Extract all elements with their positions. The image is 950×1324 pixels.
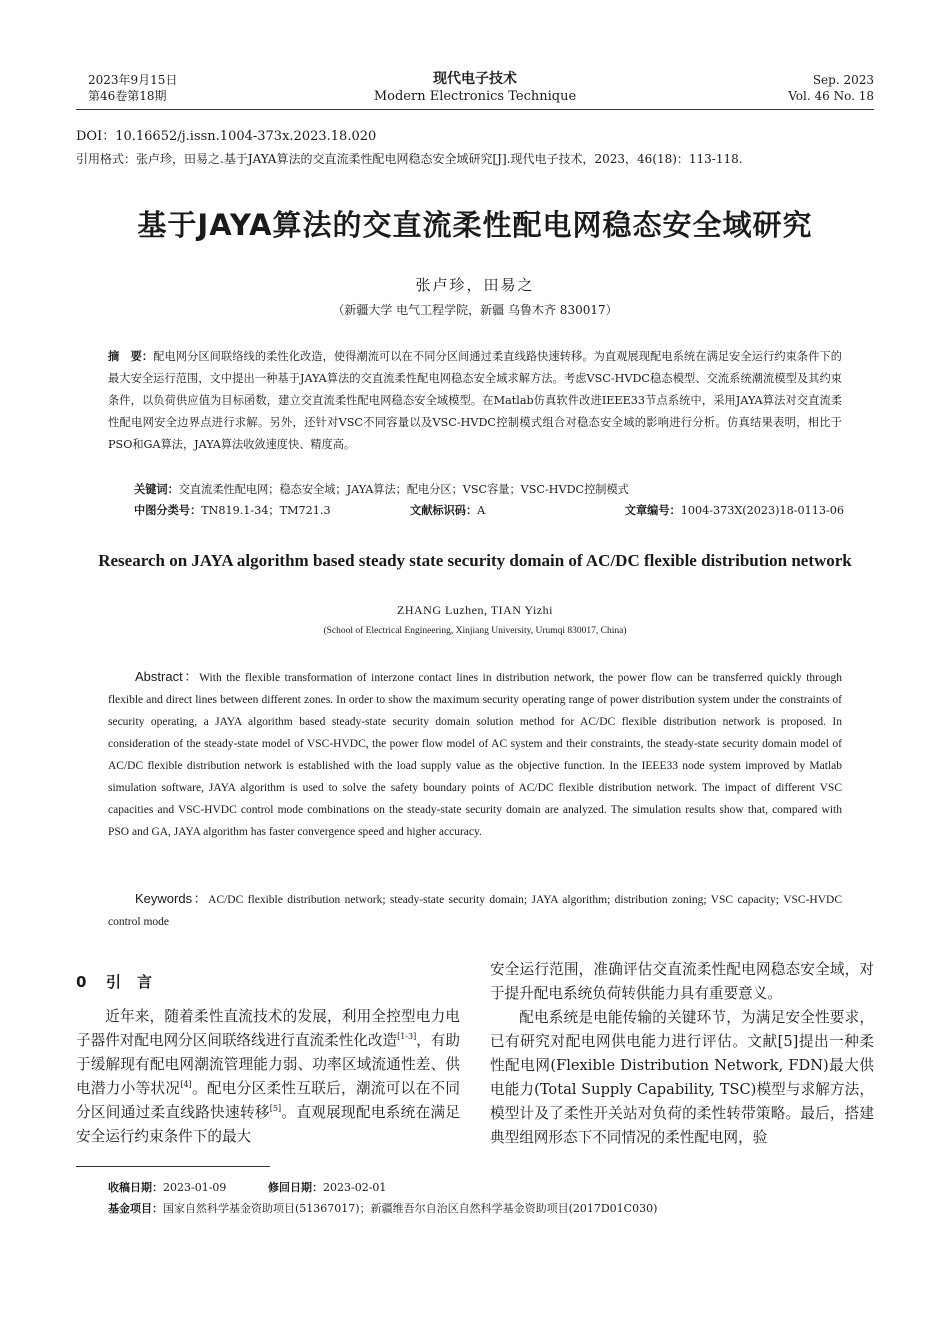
footnote-fund <box>108 1200 878 1218</box>
revised-label: 修回日期： <box>268 1181 323 1194</box>
abstract-en-text: With the flexible transformation of interzone contact lines in distribution network, the power flow can be transferred quickly through flexible and direct lines between different zones. In order to show the maximum security operating range of power distribution system under the constraints of security operating, a JAYA algorithm based steady-state security domain solution method for AC/DC flexible distribution network is proposed. In consideration of the steady-state model of VSC-HVDC, the power flow model of AC system and their constraints, the steady-state security domain model of AC/DC flexible distribution network is established with the load supply value as the objective function. In the IEEE33 node system improved by Matlab simulation software, JAYA algorithm is used to solve the safety boundary points of AC/DC flexible distribution network. The impact of different VSC capacities and VSC-HVDC control mode combinations on the steady-state security domain are analyzed. The simulation results show that, compared with PSO and GA, JAYA algorithm has faster convergence speed and higher accuracy. <box>108 672 843 838</box>
authors-cn: 张卢珍，田易之 <box>415 276 535 294</box>
fund-label: 基金项目： <box>108 1202 163 1215</box>
body-paragraph <box>76 1005 460 1149</box>
citation-ref: [1-3] <box>397 1032 417 1042</box>
body-text: 近年来，随着柔性直流技术的发展，利用全控型电力电子器件对配电网分区间联络线进行直流柔性化改造 <box>76 1008 460 1049</box>
paper-title-en: Research on JAYA algorithm based steady state security domain of AC/DC flexible distribution network <box>98 551 852 570</box>
article-number <box>625 501 844 521</box>
header-volume-en: Vol. 46 No. 18 <box>788 89 874 103</box>
clc-number <box>134 501 331 521</box>
citation: 引用格式：张卢珍，田易之.基于JAYA算法的交直流柔性配电网稳态安全域研究[J].现代电子技术，2023，46(18)：113-118. <box>76 152 743 166</box>
body-paragraph: 配电系统是电能传输的关键环节，为满足安全性要求，已有研究对配电网供电能力进行评估。文献[5]提出一种柔性配电网(Flexible Distribution Network, FDN)最大供电能力(Total Supply Capability, TSC)模型与求解方法，模型计及了柔性开关站对负荷的柔性转带策略。最后，搭建典型组网形态下不同情况的柔性配电网，验 <box>490 1009 874 1146</box>
affiliation-cn: （新疆大学 电气工程学院，新疆 乌鲁木齐 830017） <box>332 303 618 317</box>
document-code <box>410 501 485 521</box>
paper-title-cn: 基于JAYA算法的交直流柔性配电网稳态安全域研究 <box>137 208 813 242</box>
abstract-cn <box>108 346 842 456</box>
header-right <box>788 72 874 104</box>
journal-name-en: Modern Electronics Technique <box>373 89 577 104</box>
body-text: 。配电分区柔性互联后，潮流可以在不同分区间通过柔直线路快速转移 <box>76 1080 460 1121</box>
art-label: 文章编号： <box>624 504 681 517</box>
header-journal <box>300 70 650 106</box>
citation-ref: [5] <box>269 1104 282 1114</box>
keywords-cn-text: 交直流柔性配电网；稳态安全域；JAYA算法；配电分区；VSC容量；VSC-HVDC控制模式 <box>178 483 629 496</box>
header-volume-cn: 第46卷第18期 <box>88 89 167 103</box>
authors-en: ZHANG Luzhen, TIAN Yizhi <box>397 603 553 617</box>
clc-value: TN819.1-34；TM721.3 <box>201 504 331 517</box>
header-date-en: Sep. 2023 <box>812 73 874 87</box>
footnote-dates <box>108 1179 878 1197</box>
body-right-column <box>490 958 874 1150</box>
revised-date: 2023-02-01 <box>323 1181 387 1194</box>
clc-label: 中图分类号： <box>134 504 202 517</box>
fund-text: 国家自然科学基金资助项目(51367017)；新疆维吾尔自治区自然科学基金资助项目(2017D01C030) <box>163 1202 658 1215</box>
keywords-en-label: Keywords： <box>135 891 209 906</box>
doi: DOI：10.16652/j.issn.1004-373x.2023.18.020 <box>76 129 377 144</box>
section-number: 0 <box>76 973 87 991</box>
art-value: 1004-373X(2023)18-0113-06 <box>680 504 844 517</box>
journal-name-cn: 现代电子技术 <box>433 71 517 87</box>
received-label: 收稿日期： <box>108 1181 163 1194</box>
abstract-en-label: Abstract： <box>135 669 200 684</box>
keywords-en-text: AC/DC flexible distribution network; steady-state security domain; JAYA algorithm; distribution zoning; VSC capacity; VSC-HVDC control mode <box>108 894 842 928</box>
abstract-en <box>108 666 842 843</box>
keywords-cn <box>134 480 844 500</box>
received-date: 2023-01-09 <box>163 1181 227 1194</box>
header-divider <box>76 109 874 110</box>
keywords-cn-label: 关键词： <box>134 483 179 496</box>
header-left <box>88 72 177 104</box>
keywords-en <box>108 888 842 933</box>
body-left-column <box>76 1005 460 1149</box>
doc-label: 文献标识码： <box>410 504 478 517</box>
body-text: 。直观展现配电系统在满足安全运行约束条件下的最大 <box>76 1104 460 1145</box>
section-heading <box>76 972 168 992</box>
header-date-cn: 2023年9月15日 <box>88 73 178 87</box>
abstract-cn-label: 摘 要： <box>108 350 154 363</box>
footnote-divider <box>76 1166 270 1167</box>
doc-value: A <box>477 504 486 517</box>
abstract-cn-text: 配电网分区间联络线的柔性化改造，使得潮流可以在不同分区间通过柔直线路快速转移。为直观展现配电系统在满足安全运行约束条件下的最大安全运行范围，文中提出一种基于JAYA算法的交直流柔性配电网稳态安全域求解方法。考虑VSC-HVDC稳态模型、交流系统潮流模型及其约束条件，以负荷供应值为目标函数，建立交直流柔性配电网稳态安全域模型。在Matlab仿真软件改进IEEE33节点系统中，采用JAYA算法对交直流柔性配电网安全边界点进行求解。另外，还针对VSC不同容量以及VSC-HVDC控制模式组合对稳态安全域的影响进行分析。仿真结果表明，相比于PSO和GA算法，JAYA算法收敛速度快、精度高。 <box>108 350 842 451</box>
section-title: 引言 <box>106 973 169 991</box>
affiliation-en: (School of Electrical Engineering, Xinjiang University, Urumqi 830017, China) <box>323 626 627 636</box>
body-paragraph: 安全运行范围，准确评估交直流柔性配电网稳态安全域，对于提升配电系统负荷转供能力具有重要意义。 <box>490 961 874 1002</box>
body-text: ，有助于缓解现有配电网潮流管理能力弱、功率区域流通性差、供电潜力小等状况 <box>76 1032 460 1097</box>
citation-ref: [4] <box>180 1080 192 1090</box>
